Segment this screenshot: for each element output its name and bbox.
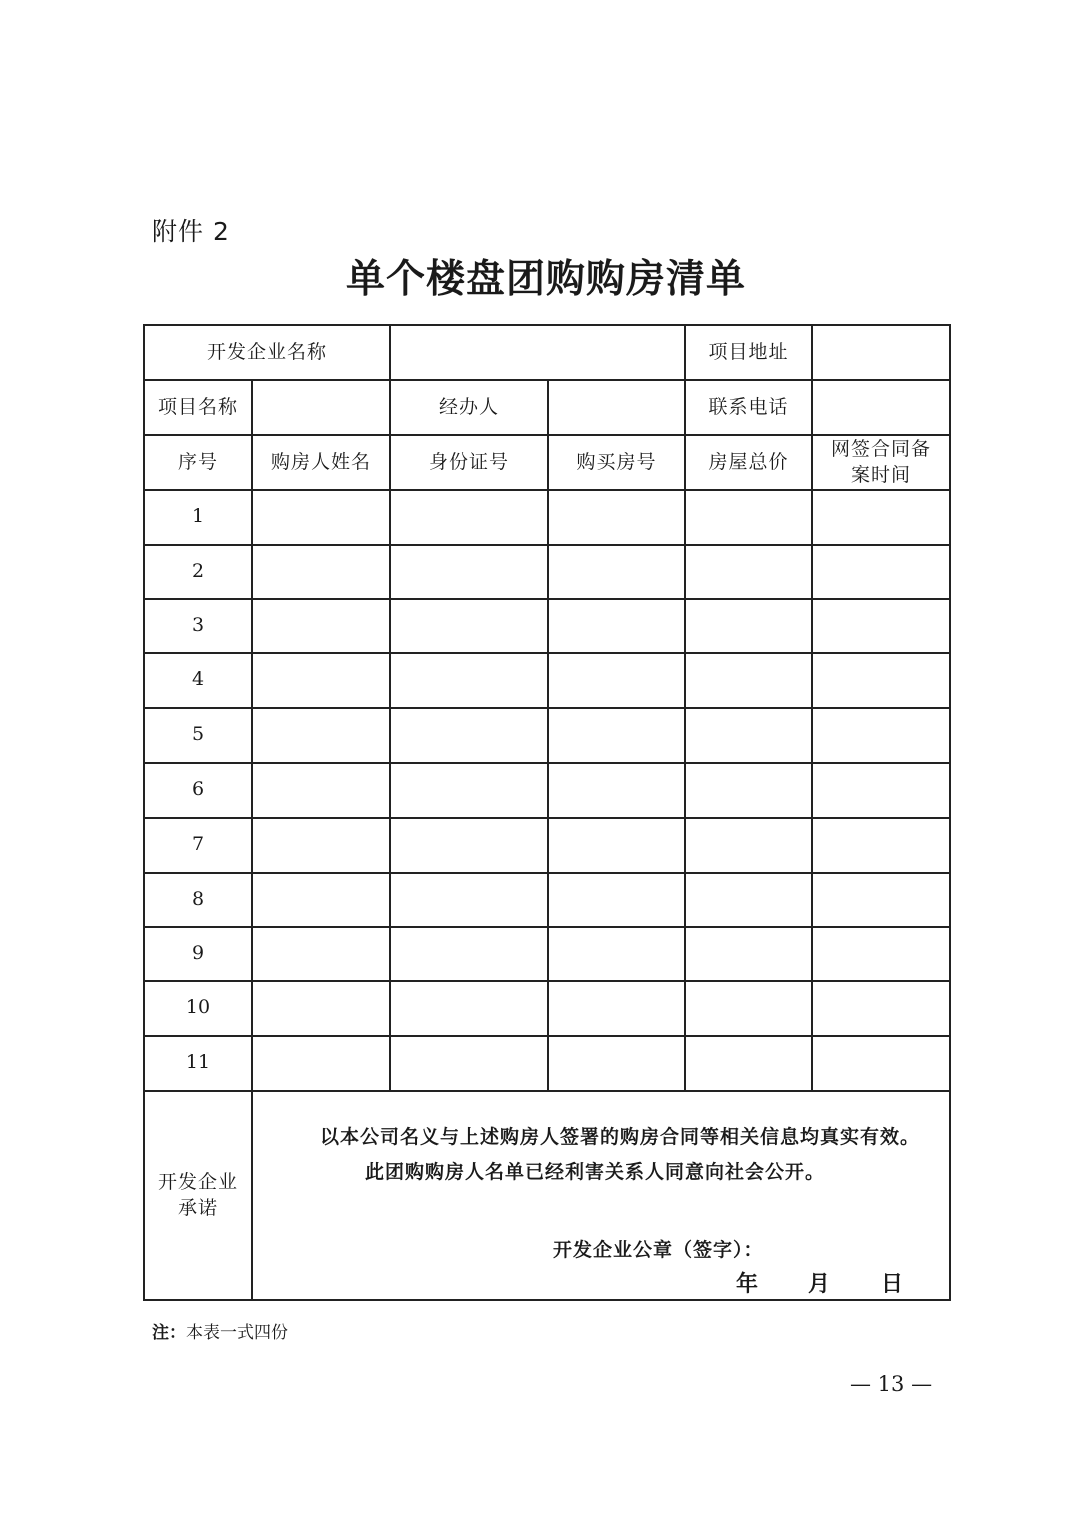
col-header-filing-time-text: 网签合同备案时间 (831, 438, 932, 486)
total-price-cell[interactable] (685, 818, 812, 873)
id-number-cell[interactable] (390, 490, 548, 545)
col-header-total-price: 房屋总价 (685, 435, 812, 490)
id-number-cell[interactable] (390, 818, 548, 873)
buyer-name-cell[interactable] (252, 599, 390, 653)
footnote-text: 本表一式四份 (186, 1323, 288, 1343)
filing-time-cell[interactable] (812, 1036, 950, 1091)
table-row (144, 545, 950, 599)
filing-time-cell[interactable] (812, 818, 950, 873)
page-title: 单个楼盘团购购房清单 (345, 257, 746, 302)
table-row (144, 981, 950, 1036)
total-price-cell[interactable] (685, 763, 812, 818)
attachment-label: 附件 2 (152, 217, 230, 246)
buyer-name-cell[interactable] (252, 1036, 390, 1091)
buyer-name-cell[interactable] (252, 545, 390, 599)
buyer-name-cell[interactable] (252, 763, 390, 818)
id-number-cell[interactable] (390, 545, 548, 599)
project-address-label: 项目地址 (685, 325, 812, 380)
commitment-content (252, 1091, 950, 1300)
table-row (144, 708, 950, 763)
col-header-id-number: 身份证号 (390, 435, 548, 490)
filing-time-cell[interactable] (812, 708, 950, 763)
id-number-cell[interactable] (390, 763, 548, 818)
total-price-cell[interactable] (685, 490, 812, 545)
id-number-cell[interactable] (390, 927, 548, 981)
contact-phone-field[interactable] (812, 380, 950, 435)
date-month-label: 月 (808, 1271, 831, 1297)
filing-time-cell[interactable] (812, 653, 950, 708)
total-price-cell[interactable] (685, 708, 812, 763)
col-header-serial: 序号 (144, 435, 252, 490)
room-number-cell[interactable] (548, 763, 685, 818)
commitment-label-text: 开发企业承诺 (157, 1170, 238, 1219)
commitment-label (144, 1091, 252, 1300)
total-price-cell[interactable] (685, 1036, 812, 1091)
project-address-field[interactable] (812, 325, 950, 380)
table-row (144, 653, 950, 708)
table-row (144, 1036, 950, 1091)
developer-name-field[interactable] (390, 325, 685, 380)
footnote-prefix: 注： (152, 1323, 186, 1343)
commitment-row (144, 1091, 950, 1300)
contact-phone-label: 联系电话 (685, 380, 812, 435)
id-number-cell[interactable] (390, 599, 548, 653)
project-name-label: 项目名称 (144, 380, 252, 435)
buyer-name-cell[interactable] (252, 873, 390, 927)
id-number-cell[interactable] (390, 708, 548, 763)
column-header-row (144, 435, 950, 490)
row-number: 11 (144, 1036, 252, 1091)
room-number-cell[interactable] (548, 545, 685, 599)
row-number: 6 (144, 763, 252, 818)
handler-label: 经办人 (390, 380, 548, 435)
room-number-cell[interactable] (548, 981, 685, 1036)
filing-time-cell[interactable] (812, 873, 950, 927)
table-row (144, 818, 950, 873)
seal-label: 开发企业公章（签字）： (553, 1238, 764, 1261)
table-row (144, 763, 950, 818)
total-price-cell[interactable] (685, 653, 812, 708)
table-row (144, 490, 950, 545)
table-row (144, 873, 950, 927)
room-number-cell[interactable] (548, 490, 685, 545)
project-row (144, 380, 950, 435)
total-price-cell[interactable] (685, 545, 812, 599)
filing-time-cell[interactable] (812, 763, 950, 818)
id-number-cell[interactable] (390, 1036, 548, 1091)
total-price-cell[interactable] (685, 873, 812, 927)
room-number-cell[interactable] (548, 927, 685, 981)
filing-time-cell[interactable] (812, 545, 950, 599)
row-number: 2 (144, 545, 252, 599)
footnote (152, 1318, 288, 1343)
room-number-cell[interactable] (548, 1036, 685, 1091)
filing-time-cell[interactable] (812, 981, 950, 1036)
developer-name-label: 开发企业名称 (144, 325, 390, 380)
buyer-name-cell[interactable] (252, 490, 390, 545)
handler-field[interactable] (548, 380, 685, 435)
table-row (144, 927, 950, 981)
date-day-label: 日 (881, 1271, 904, 1297)
buyer-name-cell[interactable] (252, 708, 390, 763)
total-price-cell[interactable] (685, 981, 812, 1036)
row-number: 9 (144, 927, 252, 981)
table-row (144, 599, 950, 653)
row-number: 5 (144, 708, 252, 763)
buyer-name-cell[interactable] (252, 981, 390, 1036)
buyer-name-cell[interactable] (252, 818, 390, 873)
row-number: 7 (144, 818, 252, 873)
room-number-cell[interactable] (548, 708, 685, 763)
room-number-cell[interactable] (548, 599, 685, 653)
id-number-cell[interactable] (390, 981, 548, 1036)
buyer-name-cell[interactable] (252, 927, 390, 981)
row-number: 4 (144, 653, 252, 708)
col-header-filing-time (812, 435, 950, 490)
filing-time-cell[interactable] (812, 490, 950, 545)
developer-row (144, 325, 950, 380)
col-header-buyer-name: 购房人姓名 (252, 435, 390, 490)
purchase-list-table (143, 324, 951, 1301)
row-number: 3 (144, 599, 252, 653)
row-number: 10 (144, 981, 252, 1036)
date-year-label: 年 (736, 1271, 759, 1297)
filing-time-cell[interactable] (812, 599, 950, 653)
page-number: — 13 — (850, 1372, 933, 1396)
project-name-field[interactable] (252, 380, 390, 435)
room-number-cell[interactable] (548, 818, 685, 873)
room-number-cell[interactable] (548, 653, 685, 708)
id-number-cell[interactable] (390, 873, 548, 927)
total-price-cell[interactable] (685, 927, 812, 981)
total-price-cell[interactable] (685, 599, 812, 653)
commitment-text: 以本公司名义与上述购房人签署的购房合同等相关信息均真实有效。此团购购房人名单已经利害关系人同意向社会公开。 (319, 1125, 920, 1183)
row-number: 1 (144, 490, 252, 545)
id-number-cell[interactable] (390, 653, 548, 708)
filing-time-cell[interactable] (812, 927, 950, 981)
room-number-cell[interactable] (548, 873, 685, 927)
buyer-name-cell[interactable] (252, 653, 390, 708)
col-header-room-number: 购买房号 (548, 435, 685, 490)
row-number: 8 (144, 873, 252, 927)
